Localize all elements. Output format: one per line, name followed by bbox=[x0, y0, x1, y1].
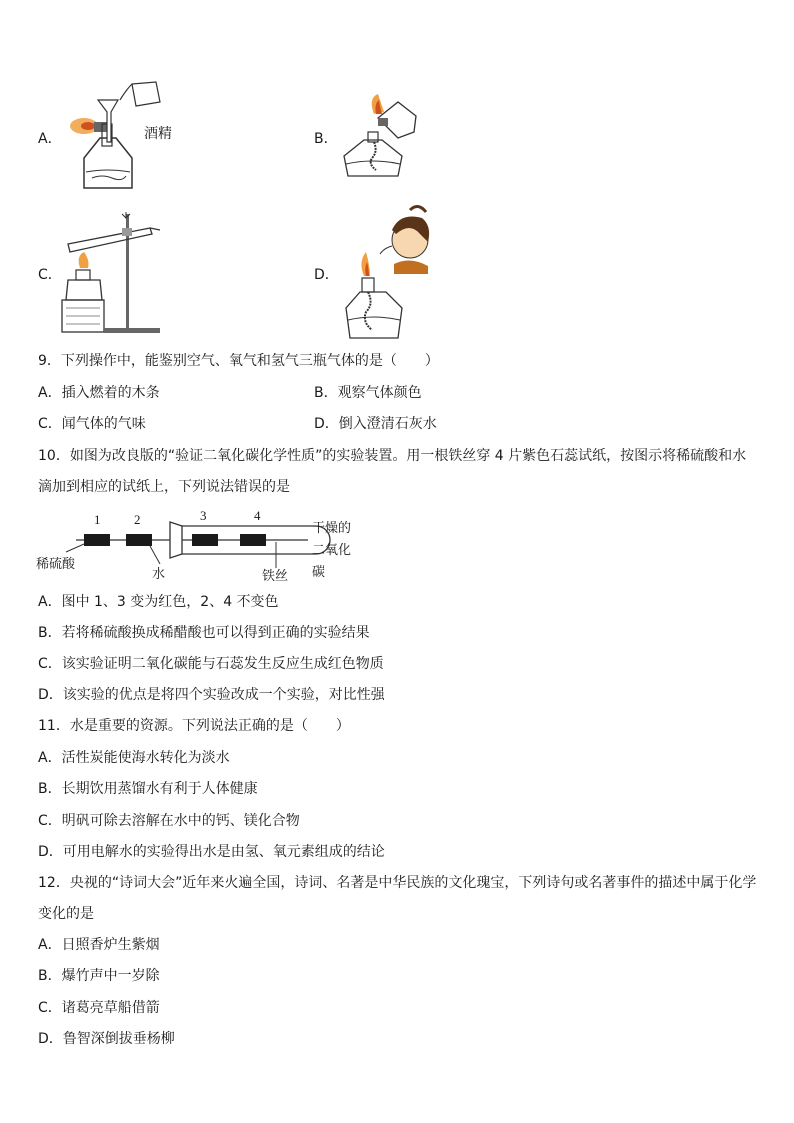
q10-label-water: 水 bbox=[152, 566, 166, 581]
q10-strip-2 bbox=[126, 534, 152, 546]
q8-option-a-label: A． bbox=[38, 131, 62, 147]
q10-label-dry-co2-line1: 干燥的 bbox=[312, 520, 352, 535]
q10-stopper bbox=[170, 522, 182, 558]
q8-figure-b-lamp-to-lamp bbox=[338, 92, 428, 182]
q10-stem-line1: 10．如图为改良版的“验证二氧化碳化学性质”的实验装置。用一根铁丝穿 4 片紫色石蕊试纸，按图示将稀硫酸和水 bbox=[38, 448, 747, 464]
q8-figure-a-text: 酒精 bbox=[144, 125, 172, 141]
q10-label-dry-co2-line3: 碳 bbox=[312, 564, 326, 579]
q11-option-d: D．可用电解水的实验得出水是由氢、氧元素组成的结论 bbox=[38, 844, 385, 860]
q10-label-dry-co2-line2: 二氧化 bbox=[312, 542, 352, 557]
q10-option-d: D．该实验的优点是将四个实验改成一个实验，对比性强 bbox=[38, 687, 385, 703]
q12-option-b: B．爆竹声中一岁除 bbox=[38, 968, 160, 984]
q12-option-c: C．诸葛亮草船借箭 bbox=[38, 1000, 160, 1016]
q10-strip-number-2: 2 bbox=[134, 512, 141, 527]
q9-option-c: C．闻气体的气味 bbox=[38, 416, 146, 432]
q10-strip-4 bbox=[240, 534, 266, 546]
q11-option-b: B．长期饮用蒸馏水有利于人体健康 bbox=[38, 781, 258, 797]
q10-option-b: B．若将稀硫酸换成稀醋酸也可以得到正确的实验结果 bbox=[38, 625, 370, 641]
q8-option-b-label: B． bbox=[314, 131, 338, 147]
q12-stem-line1: 12．央视的“诗词大会”近年来火遍全国，诗词、名著是中华民族的文化瑰宝，下列诗句或名著事件的描述中属于化学 bbox=[38, 875, 757, 891]
q12-option-d: D．鲁智深倒拔垂杨柳 bbox=[38, 1031, 175, 1047]
q12-option-a: A．日照香炉生紫烟 bbox=[38, 937, 160, 953]
q10-strip-1 bbox=[84, 534, 110, 546]
q8-option-d-label: D． bbox=[314, 267, 339, 283]
q10-option-c: C．该实验证明二氧化碳能与石蕊发生反应生成红色物质 bbox=[38, 656, 384, 672]
q11-option-c: C．明矾可除去溶解在水中的钙、镁化合物 bbox=[38, 813, 300, 829]
q8-option-c-label: C． bbox=[38, 267, 62, 283]
q10-strip-number-1: 1 bbox=[94, 512, 101, 527]
q11-stem: 11．水是重要的资源。下列说法正确的是（ ） bbox=[38, 718, 350, 734]
q8-figure-d-blowing-out-lamp bbox=[340, 206, 434, 346]
q10-experiment-diagram bbox=[36, 510, 366, 582]
q11-option-a: A．活性炭能使海水转化为淡水 bbox=[38, 750, 230, 766]
q10-strip-number-3: 3 bbox=[200, 508, 207, 523]
q10-strip-3 bbox=[192, 534, 218, 546]
q9-option-a: A．插入燃着的木条 bbox=[38, 385, 160, 401]
q9-option-d: D．倒入澄清石灰水 bbox=[314, 416, 437, 432]
q9-option-b: B．观察气体颜色 bbox=[314, 385, 422, 401]
q10-label-dilute-sulfuric-acid: 稀硫酸 bbox=[36, 556, 76, 571]
q10-stem-line2: 滴加到相应的试纸上，下列说法错误的是 bbox=[38, 479, 290, 495]
q10-strip-number-4: 4 bbox=[254, 508, 261, 523]
q12-stem-line2: 变化的是 bbox=[38, 906, 94, 922]
q8-figure-a-alcohol-lamp-refill bbox=[62, 80, 182, 196]
q10-option-a: A．图中 1、3 变为红色，2、4 不变色 bbox=[38, 594, 279, 610]
q9-stem: 9．下列操作中，能鉴别空气、氧气和氢气三瓶气体的是（ ） bbox=[38, 353, 439, 369]
q10-label-iron-wire: 铁丝 bbox=[262, 568, 289, 583]
q8-figure-c-test-tube-heating bbox=[62, 208, 172, 336]
